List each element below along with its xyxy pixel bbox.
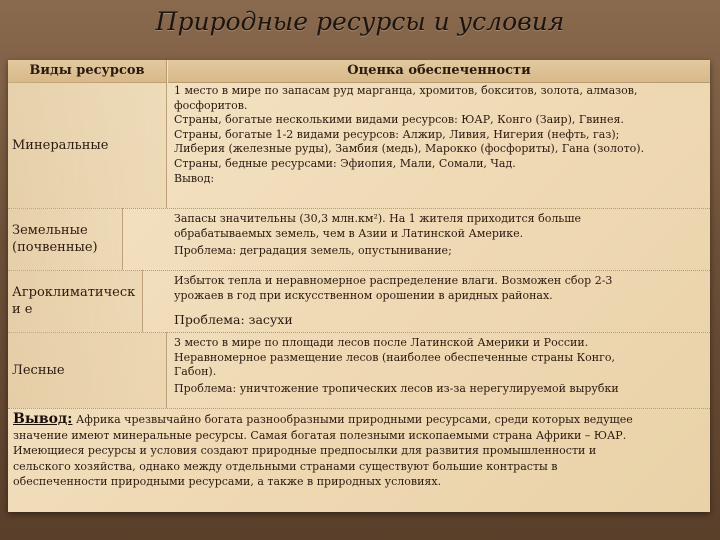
assessment-line: Страны, богатые 1-2 видами ресурсов: Алжир, Ливия, Нигерия (нефть, газ); (174, 127, 620, 141)
table-header (8, 60, 710, 82)
conclusion-line: обеспеченности природными ресурсами, а также в природных условиях. (13, 475, 442, 488)
assessment-problem: Проблема: засухи (174, 312, 293, 328)
title-bar (0, 0, 720, 44)
assessment-line: урожаев в год при искусственном орошении в аридных районах. (174, 288, 553, 302)
assessment-line: Вывод: (174, 171, 215, 185)
conclusion-line: значение имеют минеральные ресурсы. Самая богатая полезными ископаемыми страна Африки – ЮАР. (13, 428, 627, 442)
assessment-land (174, 212, 704, 259)
assessment-line: Проблема: деградация земель, опустынивание; (174, 244, 452, 258)
assessment-line: Страны, бедные ресурсами: Эфиопия, Мали, Сомали, Чад. (174, 156, 516, 170)
assessment-line: Неравномерное размещение лесов (наиболее обеспеченные страны Конго, (174, 350, 615, 364)
conclusion-first-line (13, 412, 705, 428)
assessment-line: 1 место в мире по запасам руд марганца, хромитов, бокситов, золота, алмазов, (174, 84, 638, 97)
assessment-line: Страны, богатые несколькими видами ресурсов: ЮАР, Конго (Заир), Гвинея. (174, 113, 624, 127)
assessment-line: Избыток тепла и неравномерное распределение влаги. Возможен сбор 2-3 (174, 274, 613, 287)
table-row-land (8, 208, 710, 271)
assessment-forest (174, 336, 704, 396)
conclusion-text: Африка чрезвычайно богата разнообразными природными ресурсами, среди которых ведущее (75, 413, 633, 426)
resource-type-forest: Лесные (8, 332, 167, 408)
conclusion-line: Имеющиеся ресурсы и условия создают природные предпосылки для развития промышленности и (13, 444, 597, 457)
header-resource-types: Виды ресурсов (8, 60, 167, 83)
assessment-line: Либерия (железные руды), Замбия (медь), Марокко (фосфориты), Гана (золото). (174, 142, 645, 156)
assessment-agroclimatic (174, 274, 704, 328)
conclusion (8, 412, 710, 490)
assessment-line: фосфоритов. (174, 98, 248, 112)
table-row-forest (8, 332, 710, 409)
conclusion-line: сельского хозяйства, однако между отдельными странами существуют большие контрасты в (13, 459, 558, 473)
assessment-line: обрабатываемых земель, чем в Азии и Латинской Америке. (174, 226, 524, 240)
slide-title: Природные ресурсы и условия (155, 7, 565, 36)
table-row-agroclimatic (8, 270, 710, 333)
content-sheet (8, 60, 710, 512)
assessment-line: Проблема: уничтожение тропических лесов из-за нерегулируемой вырубки (174, 381, 619, 395)
conclusion-label: Вывод: (13, 412, 73, 427)
resource-type-land: Земельные (почвенные) (8, 208, 123, 270)
assessment-line: 3 место в мире по площади лесов после Латинской Америки и России. (174, 336, 589, 349)
header-assessment: Оценка обеспеченности (168, 60, 710, 83)
assessment-line: Габон). (174, 365, 217, 379)
assessment-line: Запасы значительны (30,3 млн.км²). На 1 жителя приходится больше (174, 212, 582, 225)
assessment-mineral (174, 84, 704, 186)
table-row-mineral (8, 82, 710, 209)
resource-type-mineral: Минеральные (8, 82, 167, 208)
resource-type-agroclimatic: Агроклиматически е (8, 270, 143, 332)
